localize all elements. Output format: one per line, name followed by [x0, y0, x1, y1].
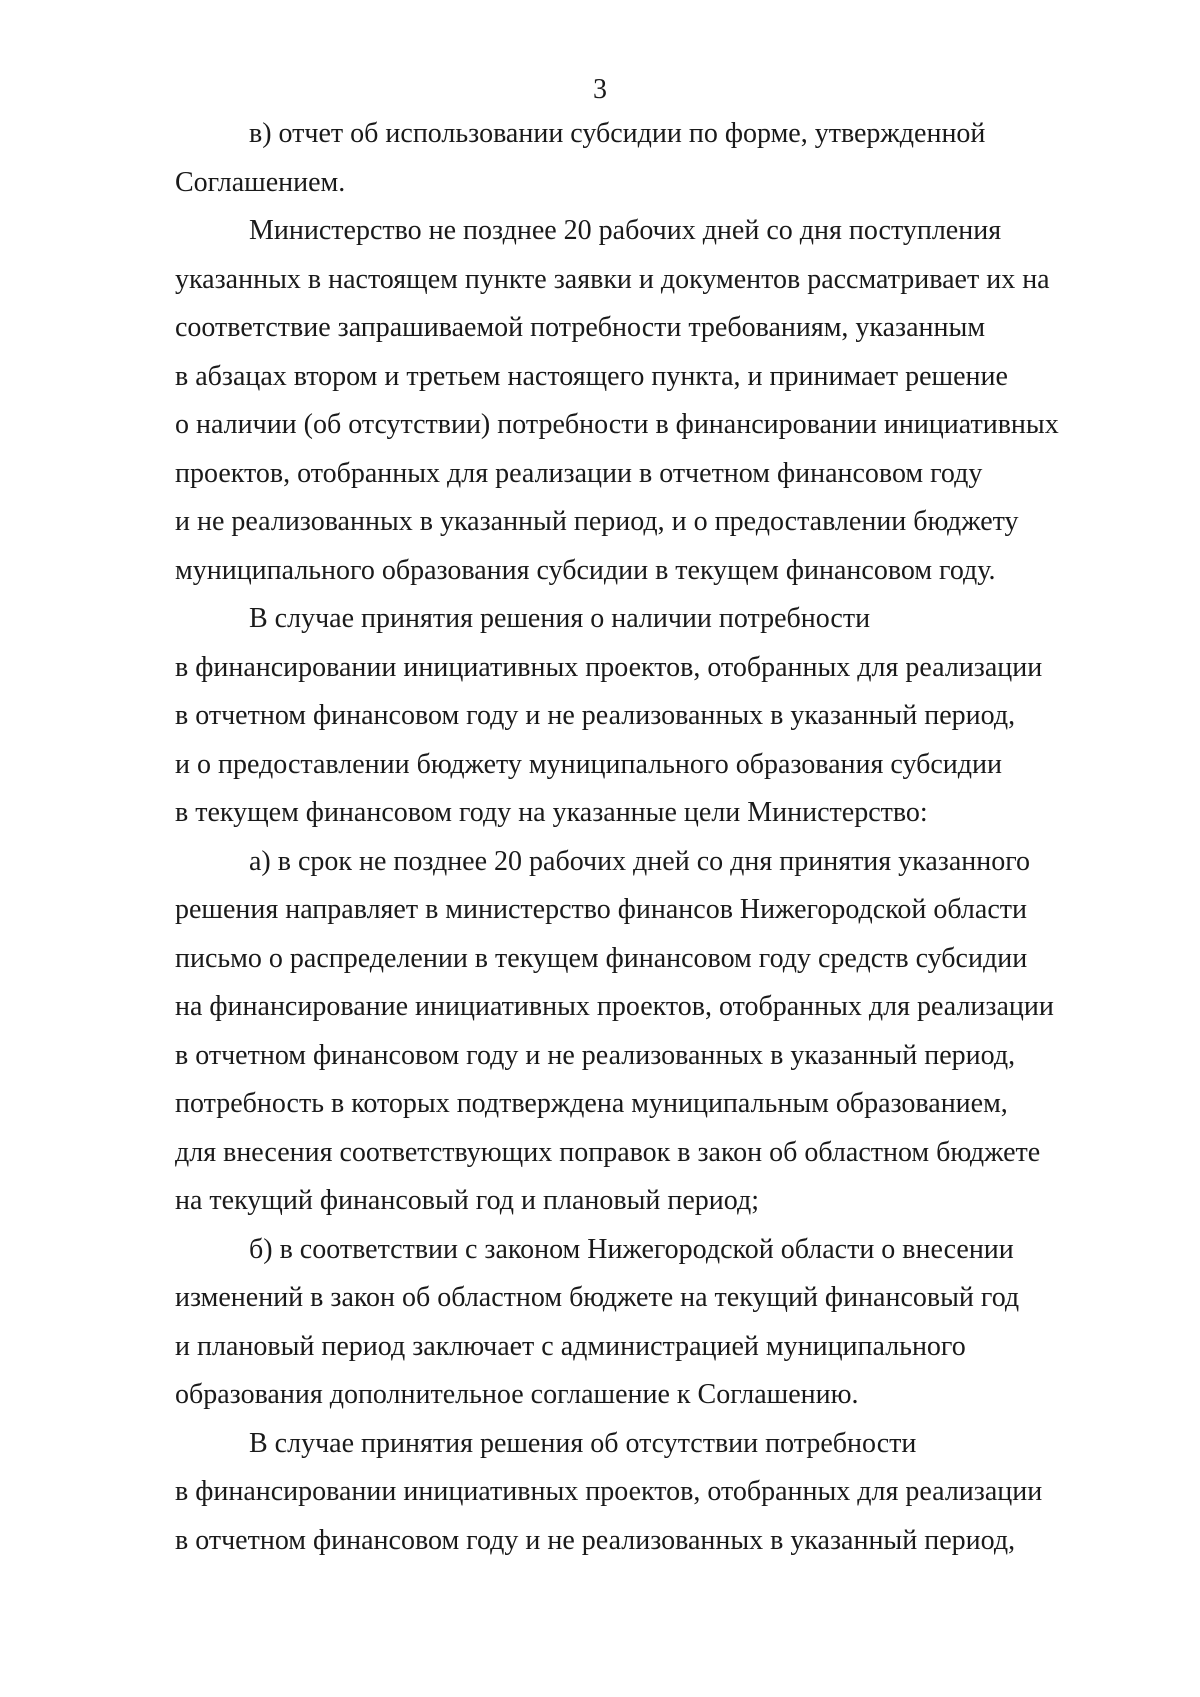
- text-line: в текущем финансовом году на указанные цели Министерство:: [175, 797, 928, 828]
- text-line: и о предоставлении бюджету муниципального образования субсидии: [175, 748, 1002, 780]
- text-line: на текущий финансовый год и плановый период;: [175, 1185, 759, 1216]
- text-line: образования дополнительное соглашение к Соглашению.: [175, 1379, 859, 1410]
- text-line: и плановый период заключает с администрацией муниципального: [175, 1330, 966, 1362]
- text-line: в отчетном финансовом году и не реализованных в указанный период,: [175, 1524, 1016, 1556]
- paragraph-need-confirmed: [175, 595, 1096, 838]
- text-line: решения направляет в министерство финансов Нижегородской области: [175, 894, 1027, 925]
- text-line: о наличии (об отсутствии) потребности в финансировании инициативных: [175, 409, 1059, 440]
- paragraph-ministry-review: [175, 207, 1096, 595]
- text-line: потребность в которых подтверждена муниципальным образованием,: [175, 1088, 1008, 1119]
- text-line: письмо о распределении в текущем финансовом году средств субсидии: [175, 942, 1028, 974]
- text-line: указанных в настоящем пункте заявки и документов рассматривает их на: [175, 263, 1050, 295]
- text-line: В случае принятия решения об отсутствии потребности: [249, 1427, 917, 1459]
- text-line: в абзацах втором и третьем настоящего пункта, и принимает решение: [175, 360, 1008, 392]
- text-line: и не реализованных в указанный период, и о предоставлении бюджету: [175, 506, 1019, 537]
- paragraph-item-b: [175, 1226, 1096, 1420]
- text-line: Министерство не позднее 20 рабочих дней со дня поступления: [249, 215, 1002, 246]
- text-line: изменений в закон об областном бюджете на текущий финансовый год: [175, 1282, 1020, 1313]
- text-line: в) отчет об использовании субсидии по форме, утвержденной: [249, 118, 986, 149]
- text-line: б) в соответствии с законом Нижегородской области о внесении: [249, 1233, 1014, 1265]
- text-line: в финансировании инициативных проектов, отобранных для реализации: [175, 1476, 1043, 1507]
- text-line: муниципального образования субсидии в текущем финансовом году.: [175, 554, 996, 586]
- paragraph-report-item-v: [175, 110, 1096, 207]
- page-number: 3: [593, 74, 607, 105]
- text-line: в отчетном финансовом году и не реализованных в указанный период,: [175, 700, 1016, 731]
- text-line: на финансирование инициативных проектов, отобранных для реализации: [175, 991, 1054, 1022]
- text-line: проектов, отобранных для реализации в отчетном финансовом году: [175, 457, 983, 489]
- document-body: [175, 110, 1096, 1565]
- text-line: В случае принятия решения о наличии потребности: [249, 603, 871, 634]
- text-line: в отчетном финансовом году и не реализованных в указанный период,: [175, 1039, 1016, 1071]
- paragraph-item-a: [175, 838, 1096, 1226]
- text-line: а) в срок не позднее 20 рабочих дней со дня принятия указанного: [249, 845, 1031, 877]
- text-line: соответствие запрашиваемой потребности требованиям, указанным: [175, 312, 986, 343]
- paragraph-need-absent: [175, 1420, 1096, 1566]
- text-line: в финансировании инициативных проектов, отобранных для реализации: [175, 651, 1043, 683]
- text-line: Соглашением.: [175, 166, 346, 198]
- text-line: для внесения соответствующих поправок в закон об областном бюджете: [175, 1136, 1041, 1168]
